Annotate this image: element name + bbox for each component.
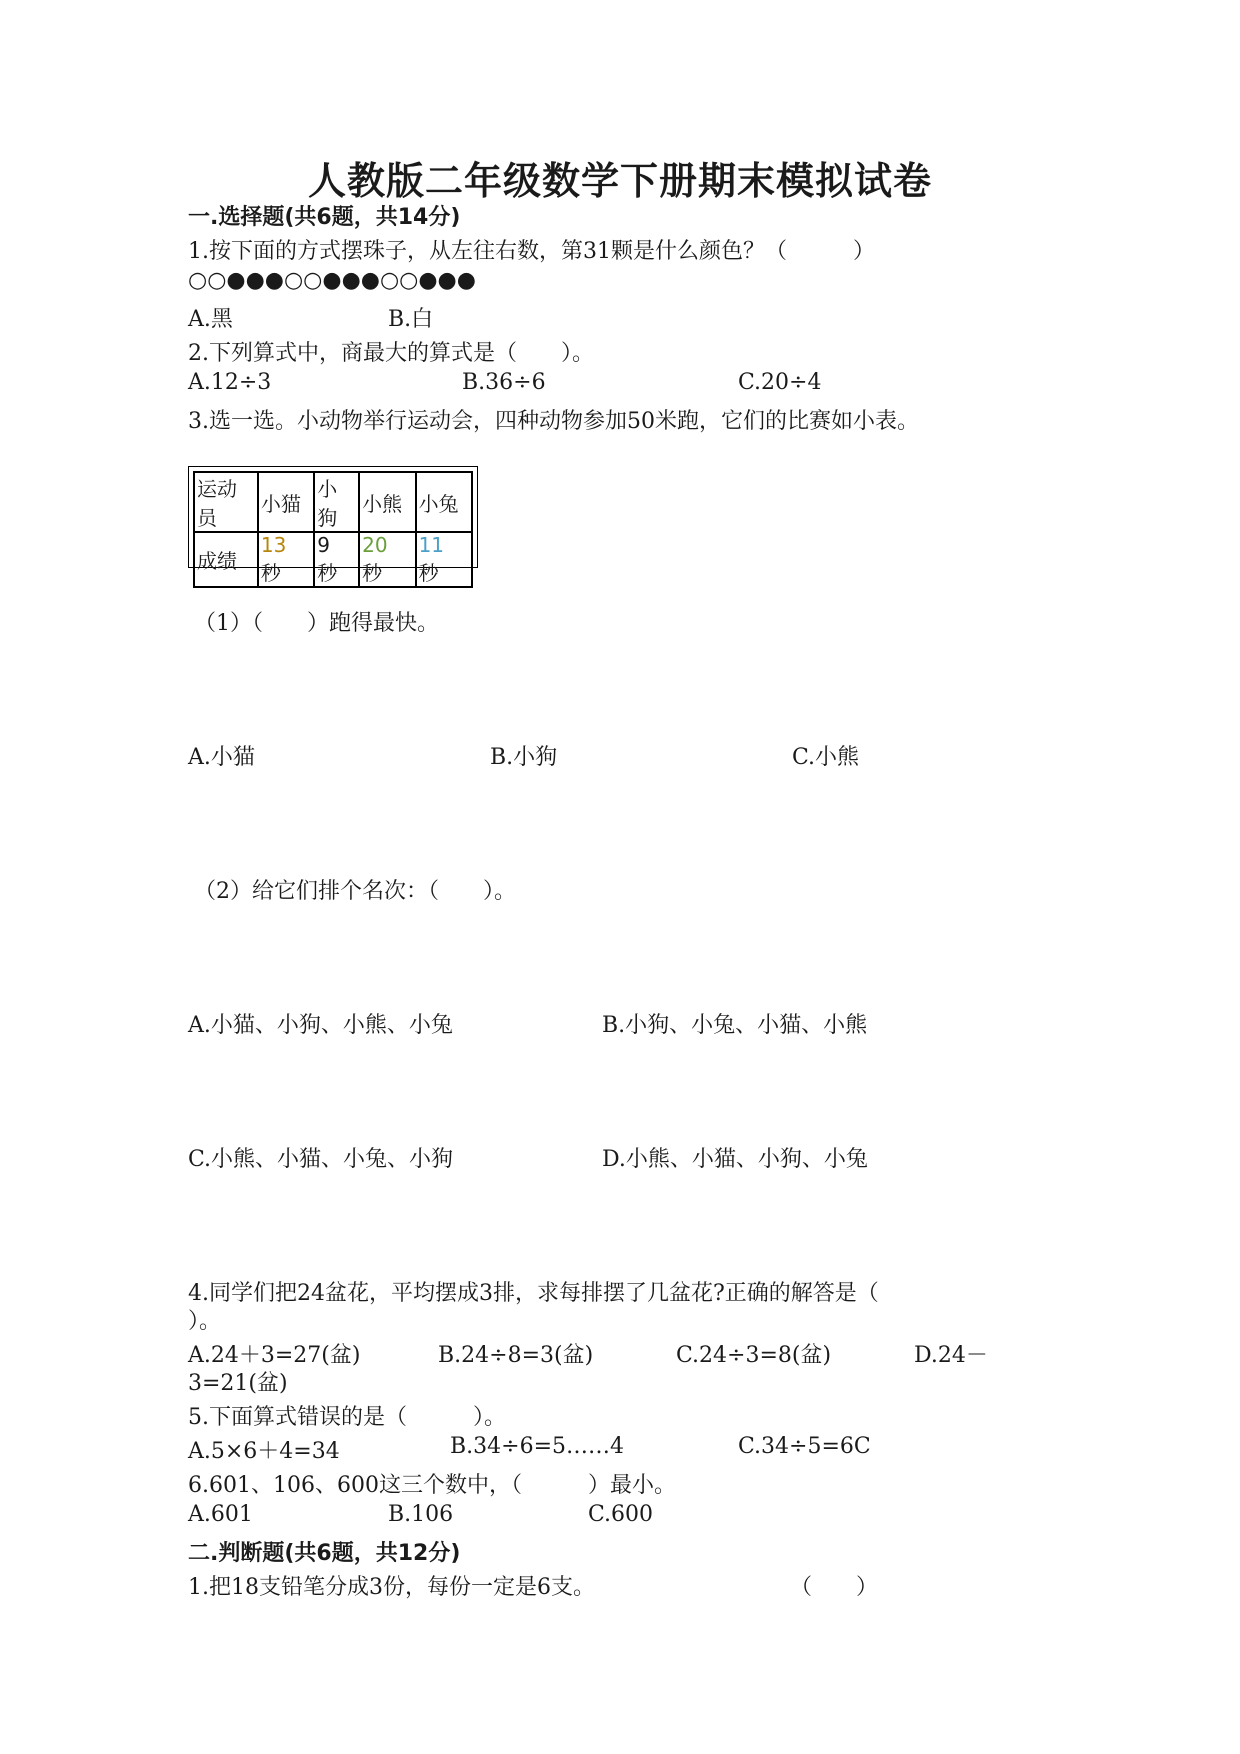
score-unit: 秒 (418, 561, 439, 585)
section-1-heading: 一.选择题(共6题，共14分) (188, 205, 461, 230)
score-cell (416, 532, 472, 587)
q1-option-b: B.白 (388, 307, 434, 332)
judge-q1-stem: 1.把18支铅笔分成3份，每份一定是6支。 (188, 1575, 595, 1600)
q3-sub2-option-a: A.小猫、小狗、小熊、小兔 (188, 1013, 453, 1038)
q3-sub2-stem: （2）给它们排个名次：（ ）。 (194, 879, 516, 904)
table-header-cell: 运动员 (194, 472, 258, 532)
score-number: 9 (317, 533, 330, 557)
q3-sub1-option-a: A.小猫 (188, 745, 255, 770)
score-unit: 秒 (260, 561, 281, 585)
q3-score-table (193, 471, 473, 588)
q4-stem-continued: ）。 (188, 1309, 222, 1334)
q3-sub1-stem: （1）（ ）跑得最快。 (194, 611, 439, 636)
q3-sub2-option-d: D.小熊、小猫、小狗、小兔 (602, 1147, 868, 1172)
score-unit: 秒 (317, 561, 338, 585)
q4-option-d-continued: 3=21(盆) (188, 1371, 288, 1396)
table-header-cell: 小熊 (359, 472, 415, 532)
q4-option-b: B.24÷8=3(盆) (438, 1343, 594, 1368)
q4-option-a: A.24＋3=27(盆) (188, 1343, 361, 1368)
q4-option-c: C.24÷3=8(盆) (676, 1343, 832, 1368)
q1-option-a: A.黑 (188, 307, 233, 332)
table-row (194, 532, 472, 587)
score-cell (359, 532, 415, 587)
q3-score-table-frame (188, 466, 478, 585)
score-number: 13 (260, 533, 287, 557)
q5-option-b: B.34÷6=5……4 (450, 1434, 625, 1459)
q4-stem: 4.同学们把24盆花，平均摆成3排，求每排摆了几盆花?正确的解答是（ (188, 1281, 879, 1306)
q6-option-b: B.106 (388, 1502, 454, 1527)
q4-option-d: D.24－ (914, 1343, 988, 1368)
table-header-cell: 小猫 (258, 472, 314, 532)
q3-sub1-option-c: C.小熊 (792, 745, 860, 770)
q1-beads: ○○●●●○○●●●○○●●● (188, 268, 476, 293)
score-number: 20 (362, 533, 388, 557)
q3-sub1-option-b: B.小狗 (490, 745, 558, 770)
score-cell (258, 532, 314, 587)
q3-sub2-option-b: B.小狗、小兔、小猫、小熊 (602, 1013, 868, 1038)
table-header-cell: 小兔 (416, 472, 472, 532)
section-2-heading: 二.判断题(共6题，共12分) (188, 1541, 461, 1566)
q5-option-c: C.34÷5=6C (738, 1434, 871, 1459)
q6-option-a: A.601 (188, 1502, 253, 1527)
table-header-cell: 小狗 (314, 472, 359, 532)
score-cell (314, 532, 359, 587)
q2-option-c: C.20÷4 (738, 370, 822, 395)
q1-stem: 1.按下面的方式摆珠子，从左往右数，第31颗是什么颜色？（ ） (188, 239, 875, 264)
table-row-label: 成绩 (194, 532, 258, 587)
q2-option-a: A.12÷3 (188, 370, 272, 395)
score-number: 11 (418, 533, 445, 557)
q2-stem: 2.下列算式中，商最大的算式是（ ）。 (188, 341, 594, 366)
judge-q1-blank: （ ） (790, 1575, 879, 1600)
q2-option-b: B.36÷6 (462, 370, 546, 395)
q6-stem: 6.601、106、600这三个数中，（ ）最小。 (188, 1473, 676, 1498)
q5-option-a: A.5×6＋4=34 (188, 1439, 340, 1464)
q3-stem: 3.选一选。小动物举行运动会，四种动物参加50米跑，它们的比赛如小表。 (188, 409, 919, 434)
q5-stem: 5.下面算式错误的是（ ）。 (188, 1405, 506, 1430)
q6-option-c: C.600 (588, 1502, 654, 1527)
page-title: 人教版二年级数学下册期末模拟试卷 (307, 159, 932, 203)
table-header-row (194, 472, 472, 532)
q3-sub2-option-c: C.小熊、小猫、小兔、小狗 (188, 1147, 454, 1172)
score-unit: 秒 (362, 561, 383, 585)
